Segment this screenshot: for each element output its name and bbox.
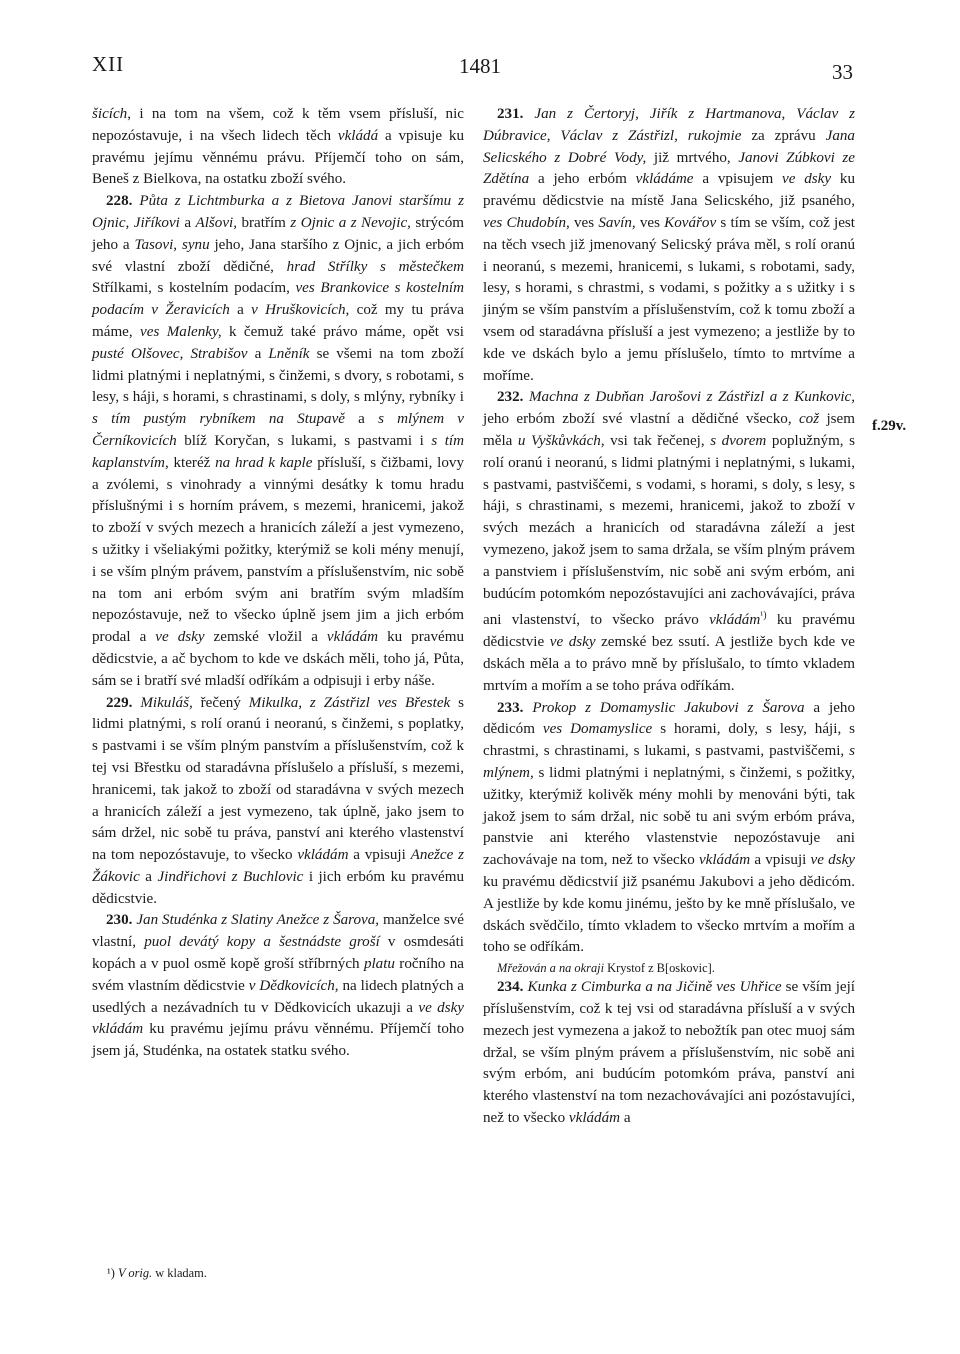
text-segment: bratřím xyxy=(237,214,291,231)
footnote-text: w kladam. xyxy=(152,1266,207,1280)
italic-segment: Prokop z Domamyslic Jakubovi z Šarova xyxy=(532,699,805,716)
text-segment: což my tu práva máme, xyxy=(92,302,464,340)
italic-segment: ves Chudobín, xyxy=(483,214,570,231)
text-segment: a xyxy=(179,214,196,231)
text-segment: přísluší, s čižbami, lovy a zvólemi, s vinohrady a vinnými desátky k tomu hradu příslušnými i s horním právem, s mezemi, hranicemi, jakož to zboží v svých mezech a hranicích záleží a jest vymezeno, s užitky i všeliakými požitky, kterýmiž se koli mény menují, i se vším plným právem, panstvím a příslušenstvím, nic sobě na tom ani erbóm svým ani bratřím svým mladším nepozóstavuje, než to všecko úplně jsem jim a jich erbóm prodal a xyxy=(92,454,464,646)
italic-segment: Jan z Čertoryj, Jiřík z Hartmanova, Václav z Dúbravice, Václav z Zástřizl, rukojmie xyxy=(483,106,855,144)
italic-segment: s tím pustým rybníkem na Stupavě xyxy=(92,411,345,428)
italic-segment: Mikuláš, xyxy=(140,694,193,711)
text-segment: a jeho erbóm xyxy=(529,171,636,188)
text-segment: se vším její příslušenstvím, což k tej vsi od staradávna přísluší a v svých mezech jest vymezena a jakož to nebožtík pan otec muoj sám držal, se vším plným právem a příslušenstvím, nic sobě ani svým erbóm, ani budúcím potomkóm práva, panství ani kterého vlastenství na tom nezachovávajíci ani pozóstavujíci, než to všecko xyxy=(483,979,855,1126)
text-segment: vsi tak řečenej, xyxy=(604,432,711,449)
page-number: 33 xyxy=(832,60,853,84)
text-segment: se všemi na tom zboží lidmi platnými i neplatnými, s činžemi, s dvory, s robotami, s lesy, s háji, s horami, s chrastinami, s doly, s mlýny, rybníky i xyxy=(92,345,464,406)
text-segment: ročního na svém vlastním dědicstvie xyxy=(92,956,464,994)
italic-segment: Jindřichovi z Buchlovic xyxy=(157,868,304,885)
text-segment: již mrtvého, xyxy=(646,149,739,166)
text-segment: Krystof z B[oskovic]. xyxy=(604,961,715,976)
italic-segment: s mlýnem, xyxy=(483,743,855,781)
text-segment: , i na tom na všem, což k těm vsem přísluší, nic nepozóstavuje, i na všech lidech těch xyxy=(92,106,464,144)
text-segment: Střílkami, s kostelním podacím, xyxy=(92,280,296,297)
text-segment: na lidech platných a usedlých a nezávadních tu v Dědkovicích ukazuji a xyxy=(92,977,464,1016)
text-segment: ku pravému jejímu právu věnnému. Příjemčí toho jsem já, Studénka, na ostatek statku svého. xyxy=(92,1021,464,1060)
italic-segment: ves Brankovice s kostelním podacím v Žeravicích xyxy=(92,280,464,319)
text-segment: s tím se vším, což jest na těch vsech již jmenovaný Selicský práva měl, s rolí oranú i neoranú, s mezemi, hranicemi, s lukami, s robotami, sady, lesy, s horami, s chrastmi, s vodami, s požitky a s užitky i s jiným se vším panstvím a příslušenstvím, což k tomu zboží a vsem od staradávna přísluší a jest vymezeno; a jestliže by to kde ve dskách bylo a jemu příslušelo, tímto to mrtvíme a moříme. xyxy=(483,214,855,384)
folio-margin-note: f.29v. xyxy=(872,418,907,434)
italic-segment: s dvorem xyxy=(710,432,767,449)
text-segment: a vpisuji xyxy=(750,852,811,869)
text-segment: ku pravému dědicstvie, a ač bychom to kde ve dskách měli, toho já, Půta, sám se i bratří své mladší odříkám a odpisuji i erby náše. xyxy=(92,629,464,689)
register-entry xyxy=(92,693,464,911)
footnote-italic-text: V orig. xyxy=(117,1266,153,1280)
italic-segment: ves Domamyslice xyxy=(542,721,653,738)
entry-number: 231. xyxy=(497,106,524,122)
italic-segment: v Hruškovicích, xyxy=(251,302,350,319)
text-segment: kteréž xyxy=(168,454,216,471)
register-entry xyxy=(92,910,464,1063)
text-segment: strýcóm jeho a xyxy=(92,214,465,253)
italic-segment: Půta z Lichtmburka a z Bietova Janovi staršímu z Ojnic, Jiříkovi xyxy=(92,193,464,231)
text-segment: jeho, Jana staršího z Ojnic, a jich erbóm své vlastní zboží dědičné, xyxy=(92,236,465,275)
text-segment: poplužným, s rolí oranú i neoranú, s lidmi platnými i neplatnými, s lukami, s pastvami, pastviščemi, s vodami, s horami, s doly, s lesy, s háji, s chrastinami, s mezemi, hranicemi, jakož to zboží v svých mezách a hranicích od staradávna záleží a jest vymezeno, jakož jsem to sama držala, se vším plným právem a panstviem i příslušenstvím, nic sobě ani svým erbóm, ani budúcím potomkóm nepozóstavujíci ani zachovávajíci, práva ani vlastenství, to všecko právo xyxy=(483,432,856,629)
italic-segment: ve dsky xyxy=(549,634,596,651)
italic-segment: vkládám xyxy=(698,852,751,869)
text-segment: ku pravému dědicstvie na místě Jana Selicského, již psaného, xyxy=(483,171,855,210)
italic-segment: z Ojnic a z Nevojic, xyxy=(290,214,411,231)
italic-segment: Jana Selicského z Dobré Vody, xyxy=(483,127,855,166)
italic-segment: Jan Studénka z Slatiny Anežce z Šarova, xyxy=(136,912,380,929)
text-segment: a jeho dědicóm xyxy=(483,699,855,738)
text-segment: jeho erbóm zboží své vlastní a dědičné všecko, xyxy=(483,411,799,428)
text-segment: s lidmi platnými, s rolí oranú i neoranú, s činžemi, s poplatky, s pastvami i se vším plným panstvím a příslušenstvím, což k tej vsi Břestku od staradávna příslušelo a přísluší, s mezemi, hranicemi, tak jakož to zboží od staradávna v svých mezech a hranicích záleží a jest vymezeno, tak úplně, jako jsem to sám držel, nic sobě tu práva, panství ani kterého vlastenství na tom nepozóstavuje, to všecko xyxy=(92,694,465,864)
text-segment: a xyxy=(620,1109,631,1126)
italic-segment: vkládám xyxy=(568,1109,621,1126)
register-entry xyxy=(483,977,855,1130)
section-roman-numeral: XII xyxy=(92,52,125,76)
italic-segment: což xyxy=(798,411,820,428)
italic-segment: platu xyxy=(363,956,395,973)
text-segment: a vpisujem xyxy=(693,171,783,188)
italic-segment: Alšovi, xyxy=(195,214,238,231)
text-segment: a xyxy=(344,411,379,428)
text-segment: v osmdesáti kopách a v puol osmě kopě groší stříbrných xyxy=(92,934,464,973)
text-segment: jsem měla xyxy=(483,411,855,449)
italic-segment: ve dsky vkládám xyxy=(92,999,464,1038)
text-segment: s lidmi platnými i neplatnými, s činžemi, s požitky, užitky, kterýmiž kolivěk mény mohli by menováni býti, tak jakož jsem to sám držal, nic sobě tu ani svým erbóm práva, panstvie ani kterého vlastenstvie nepozóstavuje ani zachovávaje na tom, než to všecko xyxy=(483,764,855,869)
italic-segment: v Dědkovicích, xyxy=(248,977,339,994)
italic-segment: na hrad k kaple xyxy=(215,454,313,471)
italic-segment: vkládám xyxy=(326,629,379,646)
text-segment: k čemuž také právo máme, opět vsi xyxy=(221,323,464,340)
italic-segment: vkládá xyxy=(337,127,379,144)
text-segment: a xyxy=(247,345,269,362)
register-entry xyxy=(92,104,464,191)
italic-segment: ve dsky xyxy=(810,852,855,869)
italic-segment: ves Malenky, xyxy=(140,323,222,340)
entry-number: 232. xyxy=(497,389,524,406)
italic-segment: ve dsky xyxy=(155,629,205,646)
text-segment: manželce své vlastní, xyxy=(92,912,464,951)
italic-segment: Tasovi, synu xyxy=(134,236,210,253)
footnote xyxy=(107,1266,207,1281)
italic-segment: s tím kaplanstvím, xyxy=(92,432,464,471)
entry-number: 230. xyxy=(106,912,133,929)
italic-segment: vkládáme xyxy=(635,171,694,188)
text-segment: s horami, doly, s lesy, háji, s chrastmi, s chrastinami, s lukami, s pastvami, pastviščemi, xyxy=(483,721,856,760)
italic-segment: Anežce z Žákovic xyxy=(92,847,464,885)
page-header xyxy=(0,52,960,92)
italic-segment: pusté Olšovec, Strabišov xyxy=(92,345,248,362)
text-segment: ves xyxy=(635,214,665,231)
italic-segment: vkládám xyxy=(297,847,349,864)
text-segment: i jich erbóm ku pravému dědicstvie. xyxy=(92,868,464,907)
italic-segment: Kunka z Cimburka a na Jičině ves Uhřice xyxy=(527,979,782,996)
italic-segment: s mlýnem v Černíkovicích xyxy=(92,411,464,449)
text-segment: za zprávu xyxy=(741,127,826,144)
italic-segment: hrad Střílky s městečkem xyxy=(286,258,464,275)
entry-number: 229. xyxy=(106,694,133,711)
text-segment: ves xyxy=(569,214,599,231)
footnote-marker: ¹) xyxy=(107,1266,115,1280)
text-segment: a vpisuji xyxy=(348,847,411,864)
italic-segment: šicích xyxy=(92,106,128,122)
italic-segment: ve dsky xyxy=(782,171,832,188)
text-segment: a vpisuje ku pravému jejímu věnnému právu. Příjemčí toho on sám, Beneš z Bielkova, na ostatku zboží svého. xyxy=(92,127,464,188)
italic-segment: Kovářov xyxy=(664,214,717,231)
text-segment: a xyxy=(229,302,252,319)
italic-segment: puol devátý kopy a šestnádste groší xyxy=(144,934,380,951)
text-segment: zemské vložil a xyxy=(204,629,327,646)
editorial-note xyxy=(483,959,855,977)
italic-segment: vkládám xyxy=(709,612,761,629)
right-text-column xyxy=(483,104,855,1130)
entry-number: 233. xyxy=(497,699,524,716)
left-text-column xyxy=(92,104,464,1063)
text-segment: zemské bez ssutí. A jestliže bych kde ve dskách měla a to právo mně by příslušalo, to tímto vkladem mrtvím a mořím a se toho práva odříkám. xyxy=(483,634,855,694)
italic-segment: Machna z Dubňan Jarošovi z Zástřizl a z Kunkovic, xyxy=(528,389,855,406)
italic-segment: Mikulka, z Zástřizl ves Břestek xyxy=(248,694,451,711)
register-entry xyxy=(483,104,855,387)
text-segment: ku pravému dědicstvie xyxy=(483,612,855,651)
text-segment: ¹) xyxy=(760,610,767,622)
italic-segment: Savín, xyxy=(598,214,636,231)
text-segment: řečený xyxy=(192,694,249,711)
text-segment: a xyxy=(139,868,158,885)
register-entry xyxy=(92,191,464,692)
text-segment: ku pravému dědicstvií již psanému Jakubovi a jeho dědicóm. A jestliže by kde komu jinému, ješto by ke mně příslušalo, ve dskách svědčilo, tímto vkladem to všecko mrtvím a mořím a toho se odříkám. xyxy=(483,873,855,956)
italic-segment: Mřežován a na okraji xyxy=(497,961,605,976)
italic-segment: u Vyškůvkách, xyxy=(517,432,605,449)
year-heading: 1481 xyxy=(459,54,501,78)
italic-segment: Lněník xyxy=(268,345,310,362)
text-segment: blíž Koryčan, s lukami, s pastvami i xyxy=(176,432,432,449)
entry-number: 228. xyxy=(106,193,133,210)
register-entry xyxy=(483,387,855,697)
register-entry xyxy=(483,698,855,960)
italic-segment: Janovi Zúbkovi ze Zdětína xyxy=(483,149,856,188)
entry-number: 234. xyxy=(497,979,524,996)
